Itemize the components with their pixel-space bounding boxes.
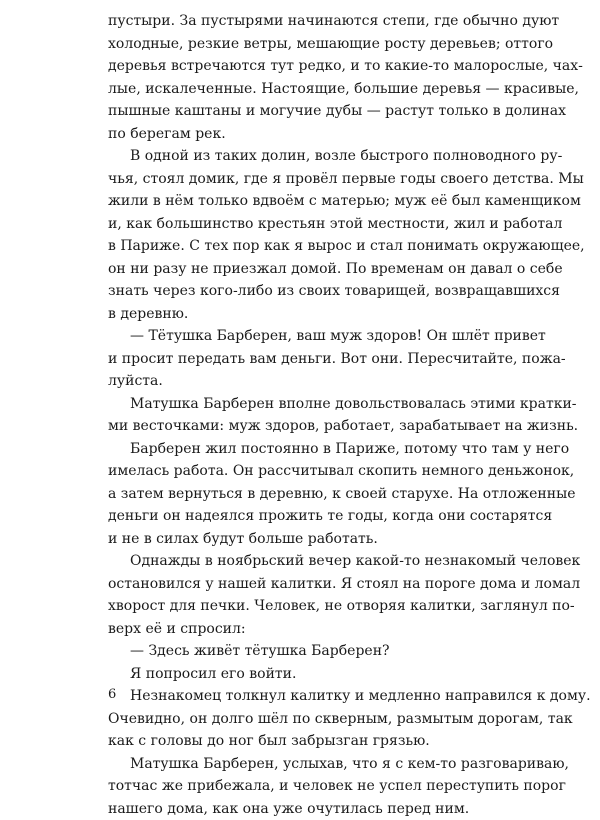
paragraph-start-line: В одной из таких долин, возле быстрого полноводного ру- <box>108 145 531 168</box>
text-line: пустыри. За пустырями начинаются степи, где обычно дуют <box>108 10 531 33</box>
text-line: как с головы до ног был забрызган грязью. <box>108 730 531 753</box>
paragraph-start-line: Однажды в ноябрьский вечер какой-то незнакомый человек <box>108 550 531 573</box>
text-line: деньги он надеялся прожить те годы, когда они состарятся <box>108 505 531 528</box>
paragraph-start-line: Матушка Барберен вполне довольствовалась этими кратки- <box>108 393 531 416</box>
text-line: в Париже. С тех пор как я вырос и стал понимать окружающее, <box>108 235 531 258</box>
text-line: жили в нём только вдвоём с матерью; муж её был каменщиком <box>108 190 531 213</box>
text-line: верх её и спросил: <box>108 618 531 641</box>
text-line: луйста. <box>108 370 531 393</box>
text-line: он ни разу не приезжал домой. По временам он давал о себе <box>108 258 531 281</box>
text-line: чья, стоял домик, где я провёл первые годы своего детства. Мы <box>108 168 531 191</box>
text-line: знать через кого-либо из своих товарищей, возвращавшихся <box>108 280 531 303</box>
text-line: нашего дома, как она уже очутилась перед ним. <box>108 798 531 820</box>
text-line: тотчас же прибежала, и человек не успел переступить порог <box>108 775 531 798</box>
page-number: 6 <box>108 686 116 704</box>
text-line: в деревню. <box>108 303 531 326</box>
text-line: по берегам рек. <box>108 123 531 146</box>
text-line: имелась работа. Он рассчитывал скопить немного деньжонок, <box>108 460 531 483</box>
text-line: холодные, резкие ветры, мешающие росту деревьев; оттого <box>108 33 531 56</box>
text-line: пышные каштаны и могучие дубы — растут только в долинах <box>108 100 531 123</box>
paragraph-start-line: Я попросил его войти. <box>108 663 531 686</box>
dialogue-line: — Тётушка Барберен, ваш муж здоров! Он шлёт привет <box>108 325 531 348</box>
text-line: ми весточками: муж здоров, работает, зарабатывает на жизнь. <box>108 415 531 438</box>
text-line: хворост для печки. Человек, не отворяя калитки, заглянул по- <box>108 595 531 618</box>
text-line: лые, искалеченные. Настоящие, большие деревья — красивые, <box>108 78 531 101</box>
text-line: и не в силах будут больше работать. <box>108 528 531 551</box>
text-line: а затем вернуться в деревню, к своей старухе. На отложенные <box>108 483 531 506</box>
paragraph-start-line: Незнакомец толкнул калитку и медленно направился к дому. <box>108 685 531 708</box>
page-body-text <box>108 10 531 820</box>
text-line: остановился у нашей калитки. Я стоял на пороге дома и ломал <box>108 573 531 596</box>
paragraph-start-line: Барберен жил постоянно в Париже, потому что там у него <box>108 438 531 461</box>
text-line: Очевидно, он долго шёл по скверным, размытым дорогам, так <box>108 708 531 731</box>
text-line: деревья встречаются тут редко, и то какие-то малорослые, чах- <box>108 55 531 78</box>
text-line: и просит передать вам деньги. Вот они. Пересчитайте, пожа- <box>108 348 531 371</box>
text-line: и, как большинство крестьян этой местности, жил и работал <box>108 213 531 236</box>
dialogue-line: — Здесь живёт тётушка Барберен? <box>108 640 531 663</box>
paragraph-start-line: Матушка Барберен, услыхав, что я с кем-то разговариваю, <box>108 753 531 776</box>
